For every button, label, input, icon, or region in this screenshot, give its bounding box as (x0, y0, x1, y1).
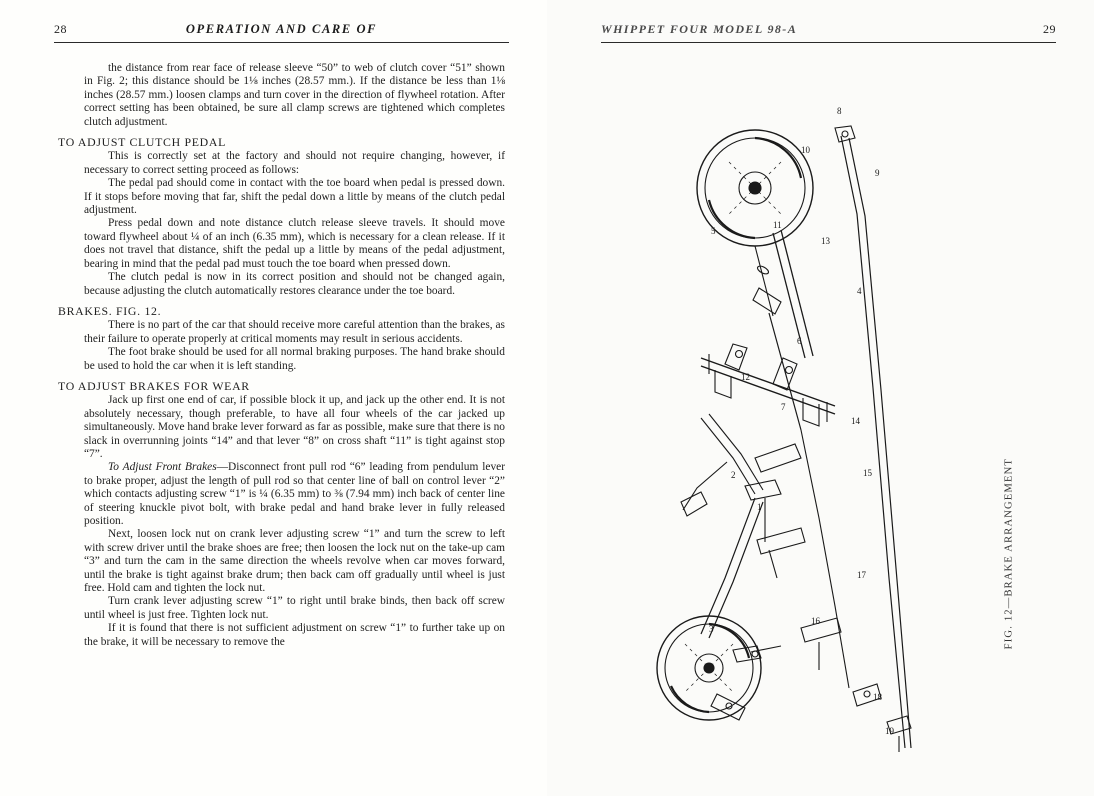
paragraph: the distance from rear face of release sleeve “50” to web of clutch cover “51” shown in Fig. 2; this distance should be 1⅛ inches (28.57 mm.). If the distance be less than 1⅛ inches (28.57 mm.) loosen clamps and turn cover in the direction of flywheel rotation. After correct setting has been obtained, be sure all clamp screws are tightened which completes clutch adjustment. (84, 62, 505, 128)
paragraph: Next, loosen lock nut on crank lever adjusting screw “1” and turn the screw to left with screw driver until the brake shoes are free; then loosen the lock nut on the take-up cam “3” and turn the cam in the same direction the wheels revolve when car moves forward, until the brake is tight against brake drum; then back cam off gradually until wheel is just free. Hold cam and tighten the lock nut. (84, 528, 505, 595)
callout-15: 15 (863, 468, 872, 478)
callout-10: 10 (801, 145, 810, 155)
brake-arrangement-drawing (605, 58, 1025, 758)
figure-caption: FIG. 12—BRAKE ARRANGEMENT (1003, 458, 1014, 650)
callout-19: 19 (885, 726, 894, 736)
page-left-running-head: OPERATION AND CARE OF (185, 22, 378, 36)
paragraph-front-brakes (84, 461, 505, 528)
callout-12: 12 (741, 372, 750, 382)
page-right (547, 0, 1094, 796)
page-right-folio: 29 (1043, 22, 1056, 36)
page-right-header (601, 22, 1056, 44)
section-heading-brakes-fig12: BRAKES. FIG. 12. (58, 303, 162, 318)
section-heading-adjust-clutch-pedal: TO ADJUST CLUTCH PEDAL (58, 135, 227, 150)
callout-7: 7 (781, 402, 786, 412)
callout-5: 5 (711, 226, 716, 236)
page-left-folio: 28 (54, 22, 67, 36)
callout-14: 14 (851, 416, 860, 426)
callout-6: 6 (797, 336, 802, 346)
paragraph: There is no part of the car that should receive more careful attention than the brakes, as their failure to operate properly at critical moments may result in serious accidents. (84, 319, 505, 345)
callout-8: 8 (837, 106, 842, 116)
callout-11: 11 (773, 220, 782, 230)
callout-9: 9 (875, 168, 880, 178)
callout-18: 18 (873, 692, 882, 702)
page-right-header-rule (601, 42, 1056, 43)
page-left-header (54, 22, 509, 44)
page-right-running-head: WHIPPET FOUR MODEL 98-A (601, 22, 798, 36)
paragraph: The pedal pad should come in contact with the toe board when pedal is pressed down. If it stops before moving that far, shift the pedal down a little by means of the clutch pedal adjustment. (84, 177, 505, 217)
hand-brake-lever (757, 528, 805, 554)
section-heading-adjust-brakes-for-wear: TO ADJUST BRAKES FOR WEAR (58, 378, 250, 393)
paragraph: Turn crank lever adjusting screw “1” to right until brake binds, then back off screw until wheel is just free. Tighten lock nut. (84, 595, 505, 621)
callout-17: 17 (857, 570, 866, 580)
paragraph: Jack up first one end of car, if possible block it up, and jack up the other end. It is not absolutely necessary, though preferable, to have all four wheels of the car jacked up simultaneously. Move hand brake lever forward as far as possible, make sure that there is no slack in overrunning joints “14” and that lever “8” on cross shaft “11” is tight against stop “7”. (84, 394, 505, 460)
figure-brake-arrangement (605, 58, 1025, 758)
paragraph: The clutch pedal is now in its correct position and should not be changed again, because adjusting the clutch automatically restores clearance under the toe board. (84, 271, 505, 297)
callout-3: 3 (709, 624, 714, 634)
callout-13: 13 (821, 236, 830, 246)
paragraph: If it is found that there is not sufficient adjustment on screw “1” to further take up on the brake, it will be necessary to remove the (84, 622, 505, 648)
pedal-assembly (681, 414, 805, 578)
callout-16: 16 (811, 616, 820, 626)
cross-shaft-assembly (701, 344, 835, 426)
page-left-header-rule (54, 42, 509, 43)
page-left-body (58, 62, 505, 649)
brake-pedal-pad (681, 492, 707, 516)
callout-2: 2 (731, 470, 736, 480)
paragraph-text: —Disconnect front pull rod “6” leading from pendulum lever to brake proper, adjust the length of pull rod so that center line of ball on control lever “2” which contacts adjusting screw “1” is ¼ (6.35 mm) to ⅜ (7.94 mm) inch back of center line of steering knuckle pivot bolt, with brake pedal and hand brake lever in fully released position. (84, 461, 505, 527)
paragraph-lead-italic: To Adjust Front Brakes (108, 461, 217, 474)
callout-4: 4 (857, 286, 862, 296)
paragraph: The foot brake should be used for all normal braking purposes. The hand brake should be used to hold the car when it is left standing. (84, 346, 505, 372)
paragraph: This is correctly set at the factory and should not require changing, however, if necessary to correct setting proceed as follows: (84, 150, 505, 176)
figure-callouts (709, 106, 895, 736)
paragraph: Press pedal down and note distance clutch release sleeve travels. It should move toward flywheel about ¼ of an inch (6.35 mm), which is necessary for a clean release. If it does not travel that distance, shift the pedal up a little by means of the pedal adjustment, bearing in mind that the pedal pad must touch the toe board when pressed down. (84, 217, 505, 270)
callout-1: 1 (757, 502, 762, 512)
